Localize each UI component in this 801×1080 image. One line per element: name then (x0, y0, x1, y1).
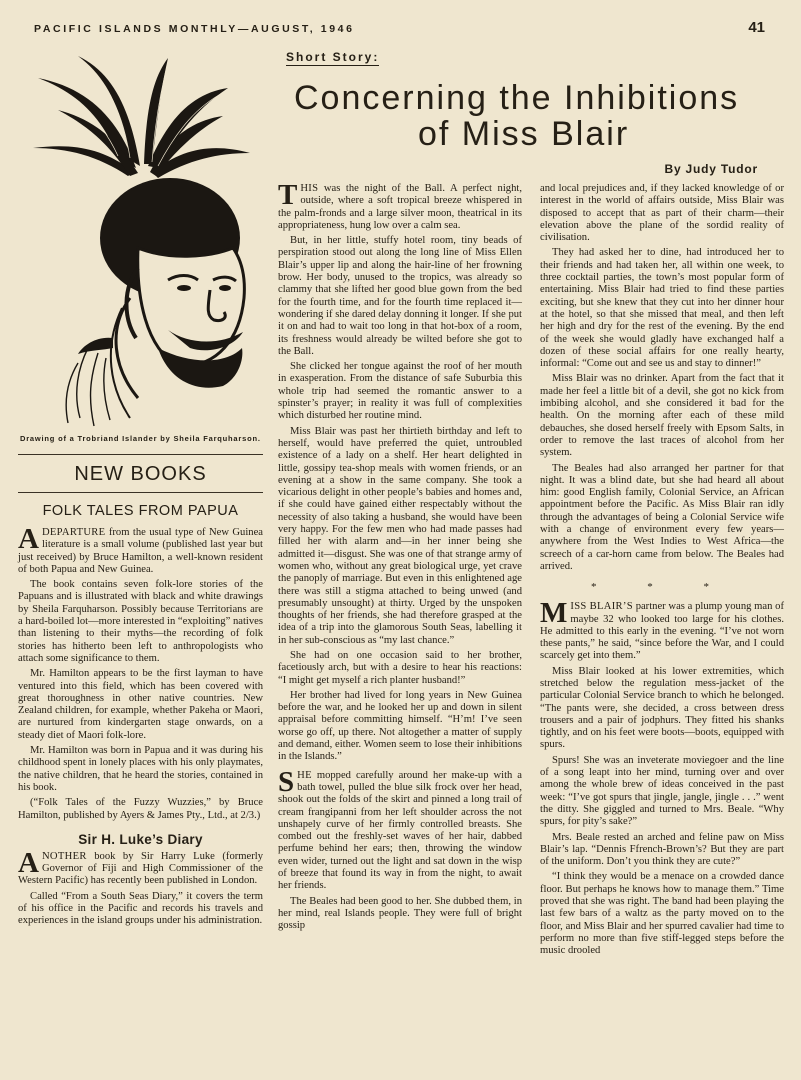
story-paragraph: The Beales had also arranged her partner for that night. It was a blind date, but she had heard all about him: good English family, Colonial Service, an African appointment before the Pacific. As Miss Blair ran idly through the advantages of being a Colonial Service wife with a change of environment every few years—anywhere from the West Indies to West Africa—the screech of a car-horn came from below. The Beales had arrived. (540, 462, 784, 572)
story-paragraph: MISS BLAIR’S partner was a plump young man of maybe 32 who looked too large for his clothes. He admitted to this early in the evening. “I’ve not worn these pants,” he said, “since before the War, and I could scarcely get into them.” (540, 597, 784, 662)
story-paragraph: Miss Blair was past her thirtieth birthday and left to herself, would have preferred the quiet, untroubled existence of a lady on a shelf. Her heart delighted in little, gossipy tea-shop meals with women friends, or an evening at a show in the same company. She took a vicarious delight in other people’s babies and homes and, if she could have gained either respectably without the necessity of also taking a husband, she would have been very happy. For the few men who had made passes had filled her with alarm and—in her inner being she admitted it—disgust. She was one of that strange army of women who, without any great biological urge, yet crave the panoply of marriage. But even in this enlightened age there was still a stigma attached to being unwed (and presumably unsought) at thirty. Urged by the unspoken thoughts of her friends, she had therefore grasped at the idea of a trip into the glamorous South Seas, labelling it in her sub-conscious as “my last chance.” (278, 425, 522, 646)
section-rule (18, 454, 263, 455)
story-title-line-1: Concerning the Inhibitions (294, 79, 740, 117)
folk-tales-paragraph: Mr. Hamilton was born in Papua and it was during his childhood spent in lonely places with his only playmates, the native children, that he heard the stories, contained in his book. (18, 745, 263, 793)
folk-tales-paragraph: ADEPARTURE from the usual type of New Guinea literature is a small volume (published last year but just received) by Bruce Hamilton, a well-known resident of both Papua and New Guinea. (18, 523, 263, 575)
story-paragraph: Spurs! She was an inveterate moviegoer and the line of a song leapt into her mind, turning over and over among the whole brew of ideas conceived in the past week: “I’ve got spurs that jingle, jangle, jingle . . .” went the ditty. She giggled and turned to Mrs. Beale. “Why spurs, for pity’s sake?” (540, 754, 784, 828)
story-paragraph: “I think they would be a menace on a crowded dance floor. But perhaps he knows how to manage them.” Time proved that she was right. The band had been playing the last few bars of a waltz as the party moved on to the floor, and Miss Blair and her spurred cavalier had time to perform no more than five stiff-legged steps before the music drooled (540, 871, 784, 957)
folk-tales-paragraph: The book contains seven folk-lore stories of the Papuans and is illustrated with black and white drawings by Sheila Farquharson. Possibly because Territorians are a hard-boiled lot—more interested in “exploiting” natives than listening to their myths—the recording of folk stories has hitherto been left to anthropologists who attach some significance to them. (18, 579, 263, 664)
story-paragraph: She had on one occasion said to her brother, facetiously arch, but with a desire to hear his reactions: “I might get myself a rich planter husband!” (278, 649, 522, 686)
story-paragraph: Miss Blair looked at his lower extremities, which stretched below the regulation mess-jacket of the particular Colonial Service branch to which he belonged. “The pants were, she decided, a cross between dress trousers and a pair of jodphurs. They fitted his shanks tightly, and on his feet were boots—boots, equipped with spurs. (540, 665, 784, 751)
page-number: 41 (748, 19, 765, 36)
story-paragraph: Mrs. Beale rested an arched and feline paw on Miss Blair’s lap. “Dennis Ffrench-Brown’s? But they are part of the uniform. Don’t you think they are cute?” (540, 831, 784, 868)
story-paragraph: They had asked her to dine, had introduced her to their friends and had taken her, all within one week, to three cocktail parties, the town’s most popular form of entertaining. Miss Blair had tried to find these parties exciting, but she knew that they cut into her dinner hour at the hotel, so that she missed that meal, and then left her high and dry for the rest of the evening. By the end of the week she would gladly have exchanged half a dozen of these social affairs for one really hearty, informal: “Come out and see us and stay to dinner!” (540, 247, 784, 370)
luke-diary-heading: Sir H. Luke’s Diary (78, 831, 203, 847)
story-paragraph: SHE mopped carefully around her make-up with a bath towel, pulled the blue silk frock over her head, shook out the folds of the skirt and pinned a long trail of cream frangipanni from her left shoulder across the not unshapely curve of her firmly controlled breasts. She combed out the freshly-set waves of her hair, dabbed perfume behind her ears; then, throwing the window even wider, turned out the light and sat down in the wisp of breeze that found its way in from the night, to await her friends. (278, 765, 522, 892)
running-head (0, 19, 801, 38)
illustration-caption: Drawing of a Trobriand Islander by Sheila Farquharson. (20, 434, 261, 443)
story-paragraph: But, in her little, stuffy hotel room, tiny beads of perspiration stood out along the long line of Miss Ellen Blair’s upper lip and along the hair-line of her frowning brow. Her body, unused to the tropics, was already so clammy that she lifted her good blue gown from the bed for the fourth time, and for the fourth time replaced it—wondering if she dared delay donning it longer. If she put it on and had to wait too long in that hot-box of a room, its freshness would already be wilted before she got to the Ball. (278, 235, 522, 357)
new-books-heading: NEW BOOKS (74, 463, 207, 485)
story-paragraph: Miss Blair was no drinker. Apart from the fact that it made her feel a little bit of a devil, she got no kick from imbibing alcohol, and she considered it bad for the health. On the morning after each of these mild debauches, she dosed herself freely with Epsom Salts, in order to remove the last traces of alcohol from her system. (540, 373, 784, 459)
folk-tales-citation: (“Folk Tales of the Fuzzy Wuzzies,” by Bruce Hamilton, published by Ayers & James Pty., Ltd., at 2/3.) (18, 797, 263, 821)
running-head-title: PACIFIC ISLANDS MONTHLY—AUGUST, 1946 (34, 23, 355, 35)
luke-diary-paragraph: ANOTHER book by Sir Harry Luke (formerly Governor of Fiji and High Commissioner of the Western Pacific) has recently been published in London. (18, 846, 263, 887)
story-header (278, 48, 778, 176)
section-break-stars: * * * (591, 581, 733, 594)
story-column-right (540, 183, 784, 961)
story-column-middle (278, 179, 522, 936)
story-paragraph: The Beales had been good to her. She dubbed them, in her mind, real Islands people. They were full of bright gossip (278, 895, 522, 932)
folk-tales-paragraph: Mr. Hamilton appears to be the first layman to have ventured into this field, which has been covered with great thoroughness in other native countries. New Zealand children, for example, whether Pakeha or Maori, are nurtured from kindergarten stage onwards, on a steady diet of Maori folk-lore. (18, 668, 263, 741)
drop-cap: M (540, 597, 568, 630)
section-rule (18, 492, 263, 493)
left-column (18, 48, 263, 931)
story-paragraph: Her brother had lived for long years in New Guinea before the war, and he looked her up and down in silent appraisal before committing himself. “H’m! I’ve seen worse go off, up there. Not altogether a matter of supply and demand, either. Women seem to lose their inhibitions in the Islands.” (278, 689, 522, 763)
folk-tales-heading: FOLK TALES FROM PAPUA (42, 503, 239, 519)
trobriand-islander-illustration (18, 48, 263, 430)
drop-cap: S (278, 765, 295, 798)
story-paragraph: She clicked her tongue against the roof of her mouth in exasperation. From the distance of safe Suburbia this whole trip had seemed the romantic answer to a spinster’s prayer; in reality it was full of complexities which disturbed her routine mind. (278, 361, 522, 422)
drop-cap: T (278, 179, 298, 211)
luke-diary-paragraph: Called “From a South Seas Diary,” it covers the term of his office in the Pacific and records his travels and experiences in the island groups under his administration. (18, 890, 263, 927)
story-title-line-2: of Miss Blair (418, 115, 630, 153)
story-paragraph: THIS was the night of the Ball. A perfect night, outside, where a soft tropical breeze whispered in the palm-fronds and a large silver moon, theatrical in its appropriateness, hung low over a calm sea. (278, 179, 522, 231)
story-kicker: Short Story: (286, 50, 380, 64)
story-paragraph: and local prejudices and, if they lacked knowledge of or interest in the world of affairs outside, Miss Blair was disposed to accept that as part of their charm—their elevation above the plane of the sordid reality of civilisation. (540, 183, 784, 244)
drop-cap: A (18, 523, 39, 555)
story-byline: By Judy Tudor (664, 162, 758, 176)
drop-cap: A (18, 846, 39, 879)
